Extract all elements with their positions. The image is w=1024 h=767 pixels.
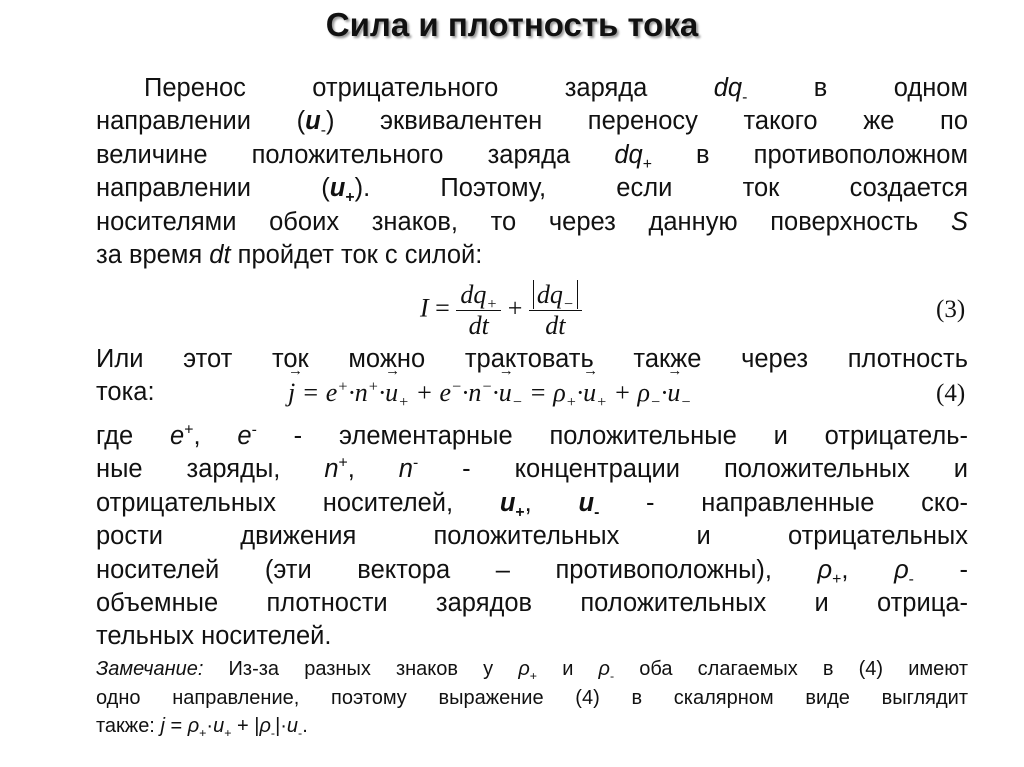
text-line: рости движения положительных и отрицательных <box>96 522 968 551</box>
text-line: тельных носителей. <box>96 622 332 651</box>
text-line: Перенос отрицательного заряда $dq_-$ в одном <box>144 74 968 107</box>
text-line: ные заряды, n+, n- - концентрации положительных и <box>96 454 968 484</box>
equation-number-4: (4) <box>936 380 966 407</box>
text-line: где e+, e- - элементарные положительные и отрицатель- <box>96 421 968 450</box>
formula-current-density: → $j = e^+\cdot n^+\cdot\to u_+ + e^-\cdot n^-\cdot\to u_- = \rho_+\cdot\to u_+ + \rho_-\cdot\to u_-$ <box>288 378 691 408</box>
text-line: отрицательных носителей, $и_+$, $и_-$ - направленные ско- <box>96 488 969 521</box>
paragraph-charge-transfer <box>96 72 968 272</box>
equation-number-3: (3) <box>936 296 966 323</box>
slide-title: Сила и плотность тока <box>325 6 699 43</box>
formula-current: I = $\frac{dq_+}{dt}$ + $\frac{dq_-}{dt}$ <box>420 280 582 341</box>
text-line: объемные плотности зарядов положительных и отрица- <box>96 589 968 618</box>
remark-block <box>96 655 968 741</box>
text-line: величине положительного заряда $dq_+$ в противоположном <box>96 140 969 173</box>
text-line: носителей (эти вектора – противоположны), $\rho_+$, $\rho_-$ - <box>96 555 969 588</box>
text-line: одно направление, поэтому выражение (4) в скалярном виде выглядит <box>96 686 968 709</box>
paragraph-definitions <box>96 420 968 654</box>
text-line: носителями обоих знаков, то через данную поверхность S <box>96 207 968 236</box>
text-line: за время dt пройдет ток с силой: <box>96 241 483 270</box>
remark-label: Замечание: <box>96 658 204 680</box>
text-line: направлении $(и_+)$. Поэтому, если ток создается <box>96 174 969 207</box>
text-line: Или этот ток можно трактовать также через плотность <box>96 345 968 373</box>
text-line: направлении $(и_-)$ эквивалентен переносу такого же по <box>96 107 969 140</box>
text-line: тока: <box>96 378 155 407</box>
text-line: Замечание: Из-за разных знаков у $\rho_+$ и $\rho_-$ оба слагаемых в (4) имеют <box>96 658 968 683</box>
text-line: также: $j = \rho_+\cdot u_+ + |\rho_-|\cdot u_-$. <box>96 715 308 741</box>
